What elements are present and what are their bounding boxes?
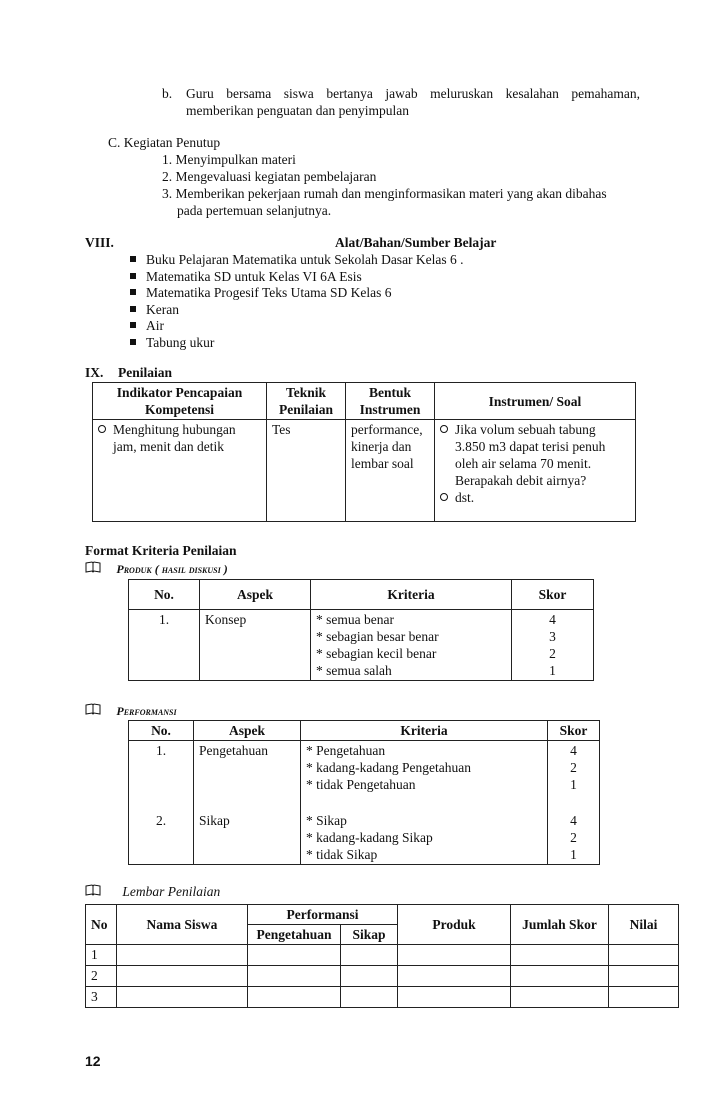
- cell-nama[interactable]: [117, 987, 248, 1008]
- square-bullet-icon: [130, 306, 136, 312]
- cell-kriteria: * Pengetahuan * kadang-kadang Pengetahuan * tidak Pengetahuan * Sikap * kadang-kadang Sikap * tidak Sikap: [301, 741, 548, 865]
- table-header-row: [129, 721, 600, 741]
- cell-pengetahuan[interactable]: [248, 987, 341, 1008]
- penutup-heading: C. Kegiatan Penutup: [108, 135, 221, 150]
- cell-bentuk: performance, kinerja dan lembar soal: [346, 420, 435, 522]
- header-performansi: Performansi: [248, 905, 398, 925]
- cell-kriteria: * semua benar * sebagian besar benar * sebagian kecil benar * semua salah: [311, 610, 512, 681]
- section-ix-title: Penilaian: [118, 365, 173, 380]
- header-bentuk: Bentuk Instrumen: [346, 383, 435, 420]
- table-row: [86, 966, 679, 987]
- cell-pengetahuan[interactable]: [248, 966, 341, 987]
- cell-sikap[interactable]: [341, 945, 398, 966]
- header-no: No.: [129, 580, 200, 610]
- section-viii-number: VIII.: [85, 235, 114, 250]
- circle-bullet-icon: [440, 493, 448, 501]
- cell-jumlah[interactable]: [511, 987, 609, 1008]
- list-item: Keran: [130, 302, 464, 319]
- lembar-label: Lembar Penilaian: [122, 884, 221, 899]
- penutup-item-1: 1. Menyimpulkan materi: [162, 152, 296, 167]
- table-row: [93, 420, 636, 522]
- cell-produk[interactable]: [398, 987, 511, 1008]
- penilaian-table: [92, 382, 636, 522]
- cell-no: 1.: [129, 610, 200, 681]
- table-row: [129, 610, 594, 681]
- header-jumlah: Jumlah Skor: [511, 905, 609, 945]
- list-item: Air: [130, 318, 464, 335]
- circle-bullet-icon: [98, 425, 106, 433]
- header-soal: Instrumen/ Soal: [435, 383, 636, 420]
- cell-nama[interactable]: [117, 945, 248, 966]
- book-icon: [85, 561, 101, 573]
- cell-no: 3: [86, 987, 117, 1008]
- header-teknik: Teknik Penilaian: [267, 383, 346, 420]
- header-produk: Produk: [398, 905, 511, 945]
- cell-teknik: Tes: [267, 420, 346, 522]
- cell-produk[interactable]: [398, 966, 511, 987]
- performansi-label: Performansi: [116, 704, 177, 718]
- cell-aspek: Pengetahuan Sikap: [194, 741, 301, 865]
- header-skor: Skor: [512, 580, 594, 610]
- cell-nilai[interactable]: [609, 987, 679, 1008]
- format-kriteria-title: Format Kriteria Penilaian: [85, 543, 237, 558]
- book-icon: [85, 703, 101, 715]
- header-kriteria: Kriteria: [311, 580, 512, 610]
- section-ix-number: IX.: [85, 365, 104, 380]
- header-aspek: Aspek: [194, 721, 301, 741]
- produk-table: [128, 579, 594, 681]
- square-bullet-icon: [130, 289, 136, 295]
- cell-skor: 4 3 2 1: [512, 610, 594, 681]
- cell-soal: Jika volum sebuah tabung 3.850 m3 dapat terisi penuh oleh air selama 70 menit. Berapakah debit airnya? dst.: [435, 420, 636, 522]
- header-indikator: Indikator Pencapaian Kompetensi: [93, 383, 267, 420]
- item-b-line2: memberikan penguatan dan penyimpulan: [186, 103, 410, 118]
- circle-bullet-icon: [440, 425, 448, 433]
- cell-jumlah[interactable]: [511, 966, 609, 987]
- cell-pengetahuan[interactable]: [248, 945, 341, 966]
- cell-sikap[interactable]: [341, 966, 398, 987]
- header-kriteria: Kriteria: [301, 721, 548, 741]
- table-row: [129, 741, 600, 865]
- cell-indikator: Menghitung hubungan jam, menit dan detik: [93, 420, 267, 522]
- cell-nama[interactable]: [117, 966, 248, 987]
- performansi-table: [128, 720, 600, 865]
- penutup-item-2: 2. Mengevaluasi kegiatan pembelajaran: [162, 169, 377, 184]
- cell-nilai[interactable]: [609, 945, 679, 966]
- header-skor: Skor: [548, 721, 600, 741]
- section-viii-list: [130, 252, 464, 351]
- list-item: Matematika Progesif Teks Utama SD Kelas 6: [130, 285, 464, 302]
- table-header-row: [86, 905, 679, 925]
- section-viii-title: Alat/Bahan/Sumber Belajar: [335, 235, 497, 250]
- square-bullet-icon: [130, 256, 136, 262]
- penutup-item-3: 3. Memberikan pekerjaan rumah dan menginformasikan materi yang akan dibahas: [162, 186, 607, 201]
- page-number: 12: [85, 1053, 101, 1069]
- penutup-item-3-cont: pada pertemuan selanjutnya.: [177, 203, 332, 218]
- item-b-marker: b.: [162, 86, 173, 101]
- table-header-row: [93, 383, 636, 420]
- lembar-row-label: [85, 884, 220, 900]
- cell-jumlah[interactable]: [511, 945, 609, 966]
- table-row: [86, 945, 679, 966]
- cell-sikap[interactable]: [341, 987, 398, 1008]
- header-aspek: Aspek: [200, 580, 311, 610]
- cell-no: 1: [86, 945, 117, 966]
- produk-row-label: [85, 561, 228, 577]
- cell-produk[interactable]: [398, 945, 511, 966]
- list-item: Tabung ukur: [130, 335, 464, 352]
- square-bullet-icon: [130, 273, 136, 279]
- table-row: [86, 987, 679, 1008]
- square-bullet-icon: [130, 339, 136, 345]
- list-item: Matematika SD untuk Kelas VI 6A Esis: [130, 269, 464, 286]
- cell-aspek: Konsep: [200, 610, 311, 681]
- produk-label: Produk ( hasil diskusi ): [116, 562, 228, 576]
- header-no: No.: [129, 721, 194, 741]
- header-nama: Nama Siswa: [117, 905, 248, 945]
- header-nilai: Nilai: [609, 905, 679, 945]
- performansi-row-label: [85, 703, 177, 719]
- cell-nilai[interactable]: [609, 966, 679, 987]
- item-b-line1: Guru bersama siswa bertanya jawab meluruskan kesalahan pemahaman,: [186, 86, 640, 101]
- lembar-table: [85, 904, 679, 1008]
- book-icon: [85, 884, 101, 896]
- list-item: Buku Pelajaran Matematika untuk Sekolah Dasar Kelas 6 .: [130, 252, 464, 269]
- table-header-row: [129, 580, 594, 610]
- cell-no: 2: [86, 966, 117, 987]
- header-sikap: Sikap: [341, 925, 398, 945]
- cell-skor: 4 2 1 4 2 1: [548, 741, 600, 865]
- header-pengetahuan: Pengetahuan: [248, 925, 341, 945]
- cell-no: 1. 2.: [129, 741, 194, 865]
- header-no: No: [86, 905, 117, 945]
- square-bullet-icon: [130, 322, 136, 328]
